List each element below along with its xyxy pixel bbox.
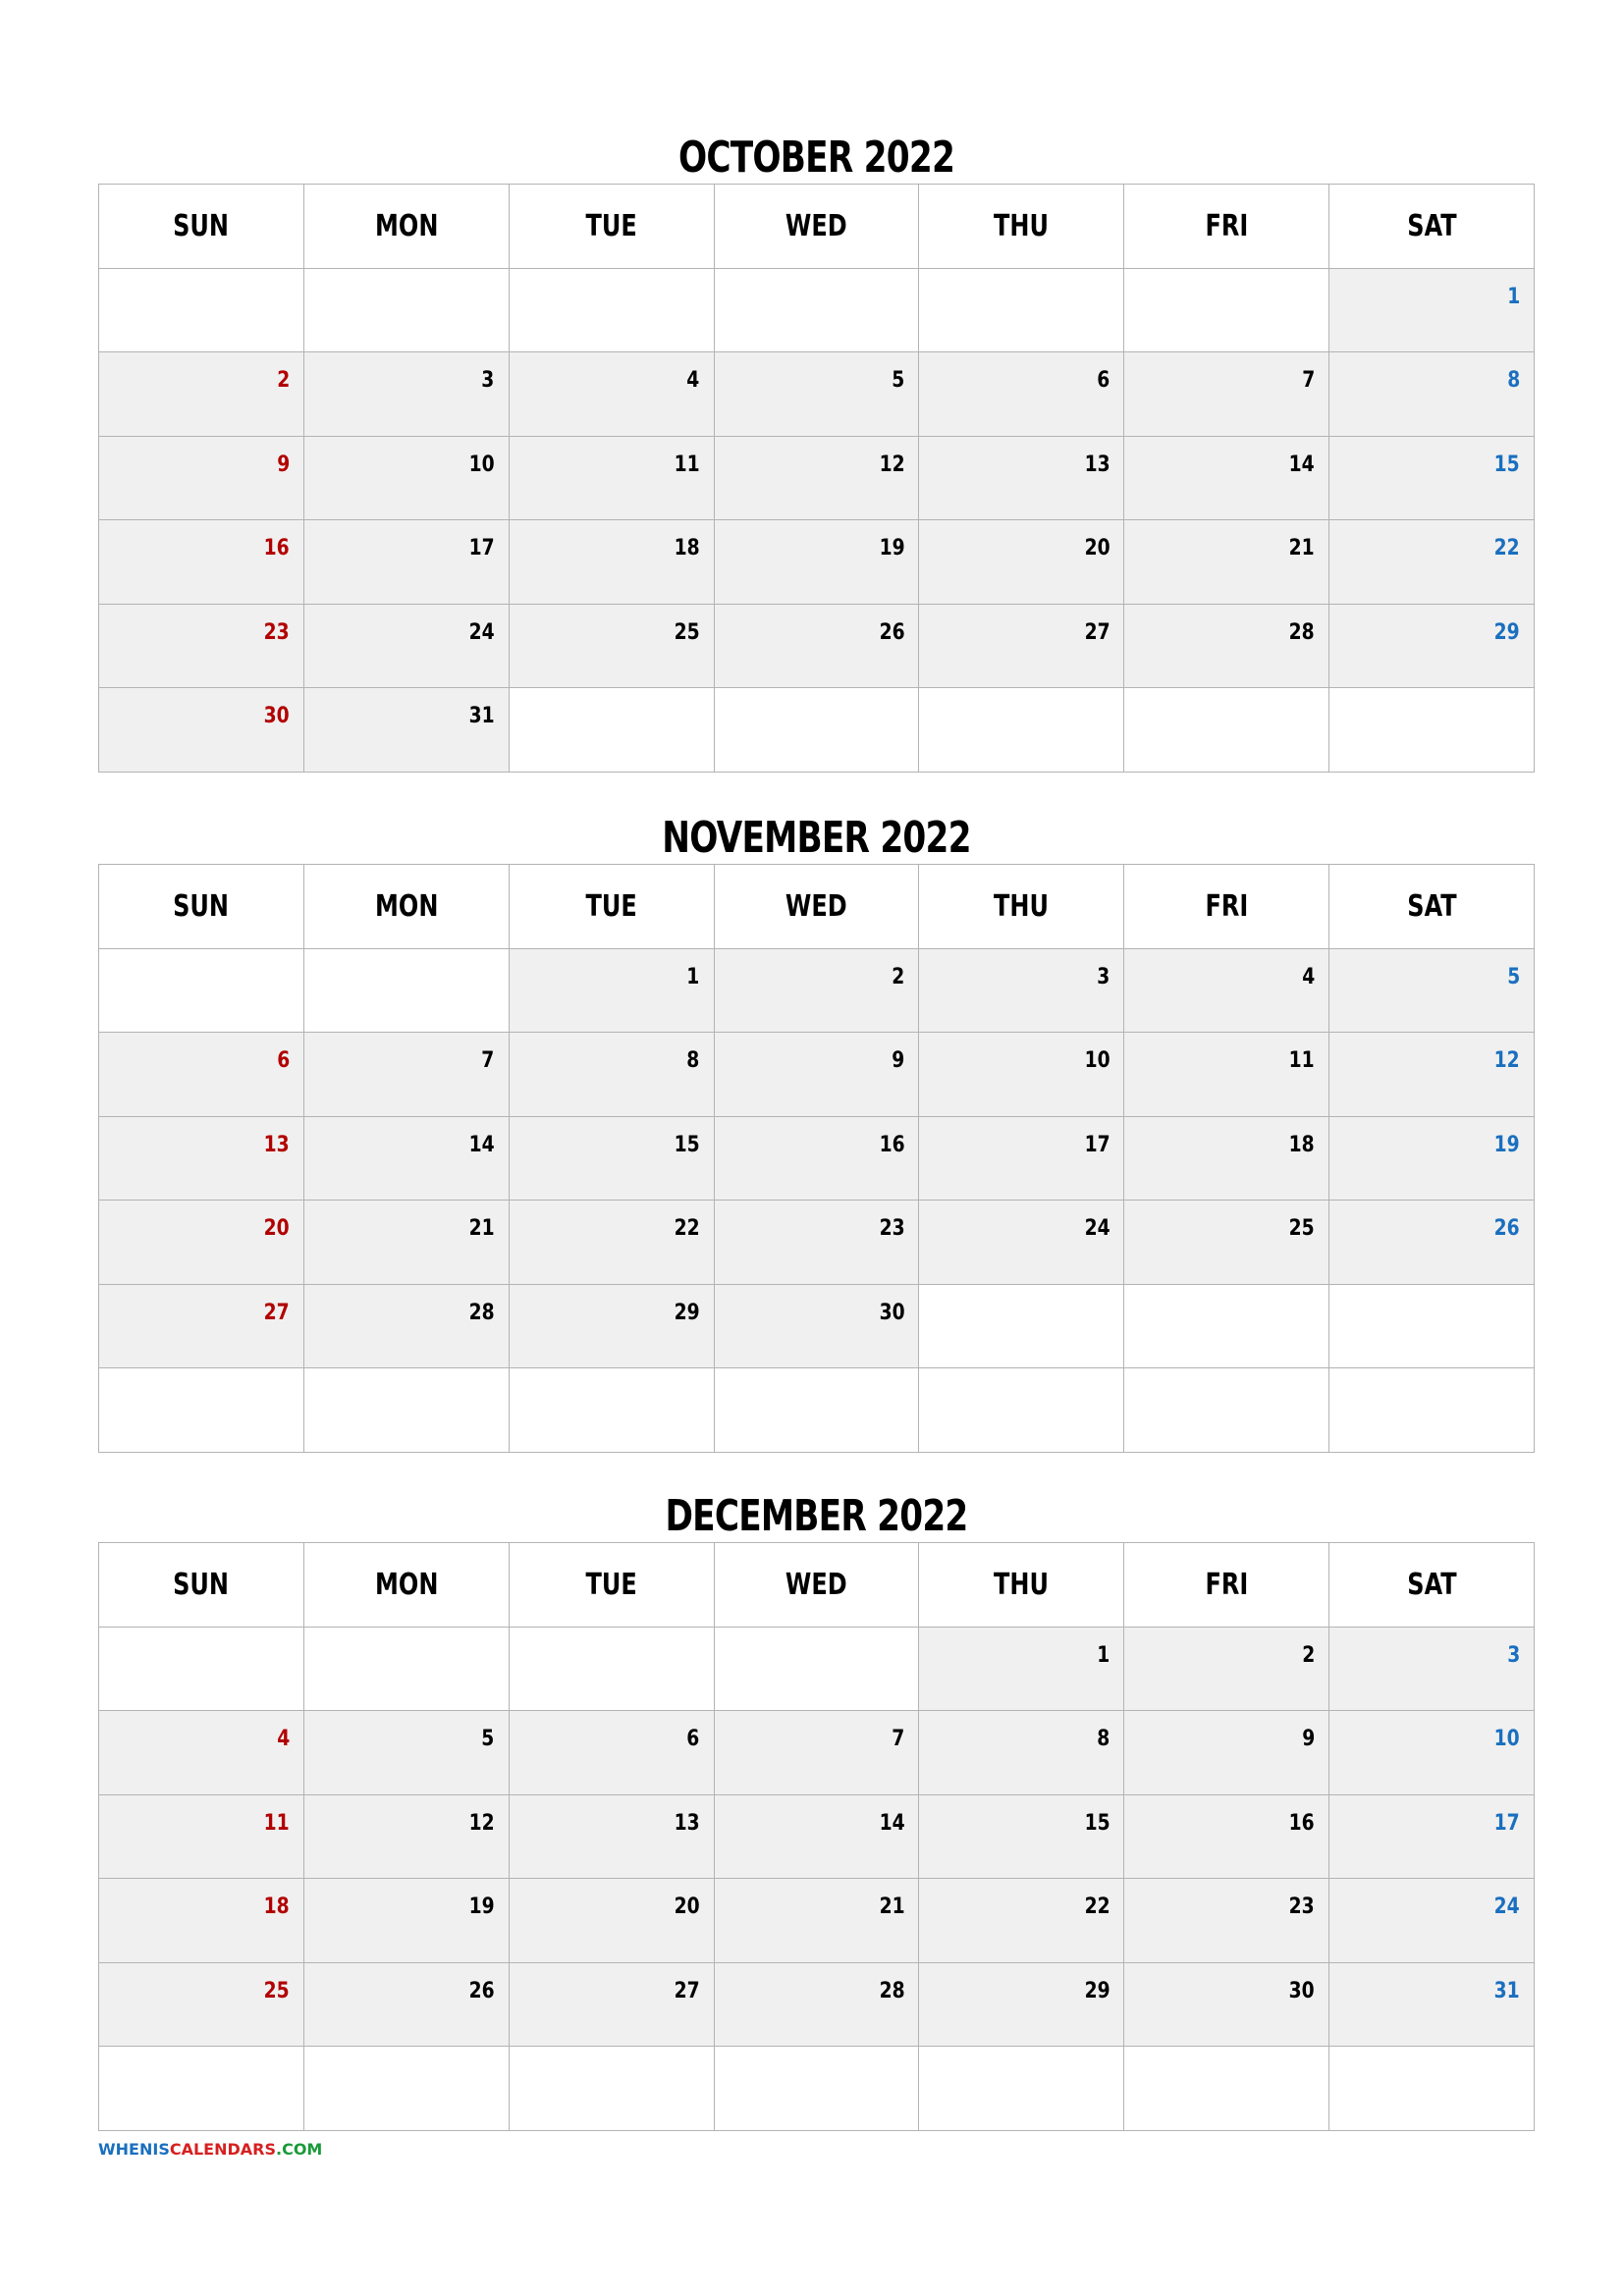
day-cell[interactable] [509,1201,714,1285]
weekday-label: TUE [585,208,637,243]
week-row [99,1794,1535,1879]
day-cell[interactable] [714,604,919,688]
day-number: 5 [481,1727,495,1751]
brand-part: WHENIS [98,2140,170,2159]
day-cell[interactable] [509,520,714,605]
month-grid [98,1542,1535,2131]
day-cell[interactable] [714,520,919,605]
day-number: 31 [1493,1978,1520,2003]
week-row [99,1711,1535,1795]
day-cell[interactable] [99,1201,304,1285]
week-row [99,268,1535,352]
day-cell[interactable] [919,1794,1124,1879]
day-cell[interactable] [1124,1201,1329,1285]
day-cell[interactable] [99,352,304,437]
weekday-label: SAT [1406,888,1457,924]
day-cell[interactable] [99,1116,304,1201]
day-cell[interactable] [509,1794,714,1879]
day-cell[interactable] [714,948,919,1033]
day-cell[interactable] [99,1711,304,1795]
day-number: 23 [879,1216,905,1241]
weekday-label: SUN [173,1567,230,1602]
empty-day-cell [919,2047,1124,2131]
day-cell[interactable] [1124,1627,1329,1711]
day-cell[interactable] [919,1201,1124,1285]
day-cell[interactable] [509,352,714,437]
day-cell[interactable] [919,1711,1124,1795]
day-cell[interactable] [919,1033,1124,1117]
day-cell[interactable] [919,948,1124,1033]
empty-day-cell [509,1368,714,1453]
weekday-header [919,185,1124,269]
day-cell[interactable] [919,352,1124,437]
week-row [99,1962,1535,2047]
day-number: 20 [674,1895,700,1919]
day-number: 16 [1289,1810,1316,1836]
empty-day-cell [714,1368,919,1453]
day-number: 14 [468,1132,495,1157]
empty-day-cell [919,1368,1124,1453]
brand-part: CALENDARS [169,2140,276,2159]
weekday-header-row [99,1543,1535,1628]
weekday-label: THU [994,888,1050,924]
weekday-label: SUN [173,888,230,924]
day-cell[interactable] [714,1284,919,1368]
weekday-label: TUE [585,888,637,924]
day-number: 22 [1493,536,1520,561]
day-number: 17 [1493,1810,1520,1836]
day-number: 6 [1097,368,1110,393]
day-number: 18 [1289,1132,1316,1157]
day-number: 9 [276,452,290,477]
day-number: 11 [263,1810,290,1836]
day-cell[interactable] [714,1201,919,1285]
month-grid [98,864,1535,1453]
day-cell[interactable] [714,1879,919,1963]
empty-day-cell [303,1368,509,1453]
week-row [99,1201,1535,1285]
day-number: 13 [674,1810,700,1836]
day-number: 28 [468,1300,495,1325]
day-cell[interactable] [1329,1033,1535,1117]
day-number: 14 [879,1810,905,1836]
day-number: 18 [263,1895,290,1919]
day-cell[interactable] [1124,1033,1329,1117]
day-cell[interactable] [1329,352,1535,437]
weekday-header [1329,865,1535,949]
day-number: 6 [276,1048,290,1073]
empty-day-cell [919,688,1124,773]
day-number: 5 [892,368,905,393]
day-cell[interactable] [99,604,304,688]
day-number: 25 [674,619,700,645]
day-number: 27 [674,1978,700,2003]
empty-day-cell [509,2047,714,2131]
day-cell[interactable] [1124,604,1329,688]
day-cell[interactable] [919,1627,1124,1711]
site-brand-logo[interactable] [98,2140,322,2159]
day-cell[interactable] [714,436,919,520]
day-number: 1 [1097,1642,1110,1668]
day-cell[interactable] [1329,1794,1535,1879]
weekday-header [99,865,304,949]
weekday-header [714,865,919,949]
day-cell[interactable] [1329,1201,1535,1285]
weekday-header-row [99,865,1535,949]
day-cell[interactable] [1124,1794,1329,1879]
day-number: 16 [879,1132,905,1157]
day-cell[interactable] [1124,1711,1329,1795]
day-number: 25 [263,1978,290,2003]
day-cell[interactable] [1124,948,1329,1033]
empty-day-cell [1329,1284,1535,1368]
day-number: 31 [468,704,495,728]
empty-day-cell [99,1368,304,1453]
day-cell[interactable] [919,604,1124,688]
empty-day-cell [1124,1284,1329,1368]
empty-day-cell [714,1627,919,1711]
weekday-header [919,1543,1124,1628]
empty-day-cell [714,268,919,352]
day-cell[interactable] [303,352,509,437]
weekday-header [919,865,1124,949]
day-cell[interactable] [303,1962,509,2047]
day-number: 27 [1084,619,1110,645]
day-number: 21 [879,1895,905,1919]
weekday-label: THU [994,208,1050,243]
day-number: 7 [892,1727,905,1751]
empty-day-cell [509,268,714,352]
day-number: 26 [879,619,905,645]
day-cell[interactable] [1329,436,1535,520]
day-number: 1 [1506,284,1520,309]
day-number: 3 [481,368,495,393]
day-cell[interactable] [303,520,509,605]
month-title: NOVEMBER 2022 [662,813,971,863]
empty-day-cell [509,1627,714,1711]
day-number: 23 [1289,1895,1316,1919]
day-cell[interactable] [303,1794,509,1879]
day-number: 15 [1493,452,1520,477]
empty-day-cell [1124,1368,1329,1453]
day-cell[interactable] [1329,1879,1535,1963]
weekday-header-row [99,185,1535,269]
day-cell[interactable] [99,1284,304,1368]
day-cell[interactable] [509,1711,714,1795]
weekday-header [1329,1543,1535,1628]
day-number: 28 [1289,619,1316,645]
empty-day-cell [99,948,304,1033]
day-number: 26 [1493,1216,1520,1241]
day-number: 20 [263,1216,290,1241]
day-cell[interactable] [714,1794,919,1879]
week-row [99,2047,1535,2131]
day-number: 13 [1084,452,1110,477]
day-number: 30 [1289,1978,1316,2003]
week-row [99,604,1535,688]
day-cell[interactable] [919,1962,1124,2047]
day-number: 18 [674,536,700,561]
empty-day-cell [303,948,509,1033]
day-number: 24 [468,619,495,645]
week-row [99,1627,1535,1711]
weekday-label: FRI [1205,1567,1249,1602]
empty-day-cell [919,1284,1124,1368]
day-cell[interactable] [714,1116,919,1201]
day-number: 10 [1084,1048,1110,1073]
day-cell[interactable] [1329,948,1535,1033]
empty-day-cell [99,1627,304,1711]
empty-day-cell [1124,688,1329,773]
day-number: 14 [1289,452,1316,477]
day-cell[interactable] [303,1711,509,1795]
day-number: 22 [1084,1895,1110,1919]
day-number: 19 [879,536,905,561]
week-row [99,1033,1535,1117]
day-cell[interactable] [919,436,1124,520]
day-number: 3 [1506,1642,1520,1668]
weekday-label: SAT [1406,208,1457,243]
weekday-header [1124,865,1329,949]
day-cell[interactable] [509,1962,714,2047]
day-number: 23 [263,619,290,645]
day-number: 16 [263,536,290,561]
day-number: 7 [1302,368,1316,393]
day-cell[interactable] [303,604,509,688]
weekday-label: WED [785,888,847,924]
weekday-label: WED [785,1567,847,1602]
day-number: 12 [1493,1048,1520,1073]
weekday-header [1124,1543,1329,1628]
day-number: 29 [1493,619,1520,645]
weekday-header [1329,185,1535,269]
day-cell[interactable] [1329,1711,1535,1795]
day-number: 1 [686,964,700,989]
month-grid [98,184,1535,773]
day-number: 15 [1084,1810,1110,1836]
day-number: 27 [263,1300,290,1325]
empty-day-cell [303,1627,509,1711]
day-cell[interactable] [1329,268,1535,352]
day-cell[interactable] [1329,1627,1535,1711]
day-number: 29 [674,1300,700,1325]
day-cell[interactable] [99,688,304,773]
day-number: 4 [686,368,700,393]
day-cell[interactable] [714,1711,919,1795]
weekday-label: SAT [1406,1567,1457,1602]
day-number: 10 [1493,1727,1520,1751]
weekday-label: FRI [1205,208,1249,243]
weekday-label: MON [374,888,438,924]
day-cell[interactable] [1329,1962,1535,2047]
day-number: 10 [468,452,495,477]
day-cell[interactable] [714,1033,919,1117]
month-block [98,133,1535,780]
day-cell[interactable] [1124,352,1329,437]
week-row [99,1116,1535,1201]
day-cell[interactable] [509,948,714,1033]
day-cell[interactable] [303,1033,509,1117]
day-number: 8 [1506,368,1520,393]
day-number: 4 [1302,964,1316,989]
day-number: 17 [1084,1132,1110,1157]
week-row [99,688,1535,773]
day-number: 21 [1289,536,1316,561]
day-number: 8 [686,1048,700,1073]
day-number: 11 [1289,1048,1316,1073]
day-number: 2 [276,368,290,393]
day-cell[interactable] [1329,1116,1535,1201]
day-cell[interactable] [1124,436,1329,520]
day-cell[interactable] [99,1962,304,2047]
week-row [99,520,1535,605]
empty-day-cell [1329,688,1535,773]
brand-part: .COM [276,2140,323,2159]
weekday-label: SUN [173,208,230,243]
day-number: 7 [481,1048,495,1073]
empty-day-cell [509,688,714,773]
day-cell[interactable] [509,1879,714,1963]
day-number: 2 [1302,1642,1316,1668]
day-number: 19 [468,1895,495,1919]
day-cell[interactable] [99,1033,304,1117]
day-number: 4 [276,1727,290,1751]
day-number: 24 [1084,1216,1110,1241]
day-cell[interactable] [1329,604,1535,688]
day-number: 5 [1506,964,1520,989]
day-number: 25 [1289,1216,1316,1241]
empty-day-cell [714,688,919,773]
day-cell[interactable] [509,1033,714,1117]
week-row [99,948,1535,1033]
month-title: DECEMBER 2022 [665,1491,968,1541]
day-cell[interactable] [1124,1962,1329,2047]
day-number: 30 [263,704,290,728]
day-number: 9 [1302,1727,1316,1751]
day-cell[interactable] [509,604,714,688]
day-number: 22 [674,1216,700,1241]
weekday-header [714,185,919,269]
empty-day-cell [303,2047,509,2131]
day-number: 6 [686,1727,700,1751]
empty-day-cell [303,268,509,352]
day-cell[interactable] [919,1879,1124,1963]
month-block [98,1491,1535,2139]
day-number: 15 [674,1132,700,1157]
day-cell[interactable] [303,1284,509,1368]
day-cell[interactable] [303,688,509,773]
empty-day-cell [1329,1368,1535,1453]
day-cell[interactable] [99,520,304,605]
weekday-header [303,185,509,269]
day-cell[interactable] [714,352,919,437]
day-cell[interactable] [1124,520,1329,605]
week-row [99,1368,1535,1453]
day-number: 20 [1084,536,1110,561]
day-number: 11 [674,452,700,477]
day-cell[interactable] [919,1116,1124,1201]
day-number: 12 [879,452,905,477]
empty-day-cell [1124,268,1329,352]
empty-day-cell [99,268,304,352]
day-number: 24 [1493,1895,1520,1919]
day-number: 28 [879,1978,905,2003]
day-number: 12 [468,1810,495,1836]
day-cell[interactable] [1124,1879,1329,1963]
day-cell[interactable] [303,1116,509,1201]
day-cell[interactable] [303,1201,509,1285]
weekday-label: MON [374,208,438,243]
day-cell[interactable] [1329,520,1535,605]
weekday-header [303,1543,509,1628]
weekday-header [99,1543,304,1628]
day-cell[interactable] [1124,1116,1329,1201]
day-cell[interactable] [99,436,304,520]
weekday-label: THU [994,1567,1050,1602]
day-cell[interactable] [303,436,509,520]
weekday-label: MON [374,1567,438,1602]
empty-day-cell [1124,2047,1329,2131]
day-number: 30 [879,1300,905,1325]
day-number: 2 [892,964,905,989]
week-row [99,436,1535,520]
week-row [99,1879,1535,1963]
week-row [99,352,1535,437]
weekday-header [509,865,714,949]
day-cell[interactable] [919,520,1124,605]
day-number: 13 [263,1132,290,1157]
weekday-header [509,185,714,269]
weekday-header [303,865,509,949]
day-cell[interactable] [509,436,714,520]
day-number: 29 [1084,1978,1110,2003]
day-cell[interactable] [303,1879,509,1963]
day-number: 9 [892,1048,905,1073]
week-row [99,1284,1535,1368]
day-number: 21 [468,1216,495,1241]
day-number: 19 [1493,1132,1520,1157]
day-cell[interactable] [99,1879,304,1963]
day-number: 17 [468,536,495,561]
day-cell[interactable] [509,1284,714,1368]
weekday-header [509,1543,714,1628]
day-cell[interactable] [714,1962,919,2047]
day-cell[interactable] [99,1794,304,1879]
day-number: 8 [1097,1727,1110,1751]
weekday-header [99,185,304,269]
weekday-label: FRI [1205,888,1249,924]
empty-day-cell [919,268,1124,352]
empty-day-cell [714,2047,919,2131]
day-number: 26 [468,1978,495,2003]
month-block [98,813,1535,1461]
month-title: OCTOBER 2022 [677,133,955,183]
weekday-label: TUE [585,1567,637,1602]
empty-day-cell [1329,2047,1535,2131]
day-cell[interactable] [509,1116,714,1201]
weekday-header [1124,185,1329,269]
empty-day-cell [99,2047,304,2131]
weekday-header [714,1543,919,1628]
weekday-label: WED [785,208,847,243]
day-number: 3 [1097,964,1110,989]
